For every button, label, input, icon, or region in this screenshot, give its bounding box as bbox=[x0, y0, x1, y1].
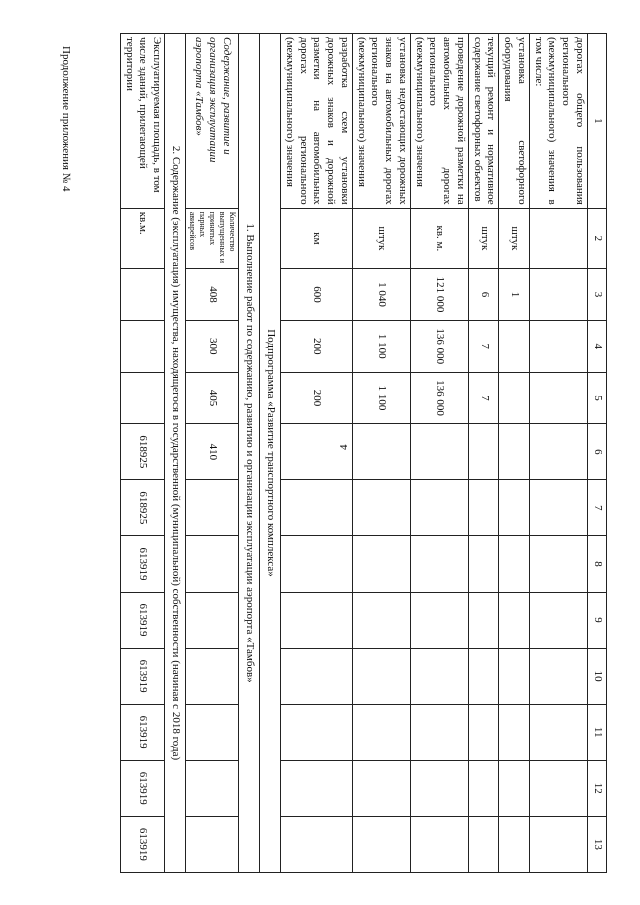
column-number: 4 bbox=[588, 320, 607, 372]
value-cell bbox=[121, 320, 165, 372]
column-number: 1 bbox=[588, 34, 607, 209]
unit-cell: штук bbox=[499, 208, 530, 268]
table-row bbox=[281, 34, 353, 873]
value-cell bbox=[530, 424, 588, 480]
value-cell: 1 bbox=[499, 269, 530, 321]
value-cell: 613919 bbox=[121, 704, 165, 760]
value-cell bbox=[530, 320, 588, 372]
value-cell bbox=[281, 760, 353, 816]
indicator-name: дорогах общего пользования регионального (межмуниципального) значения в том числе: bbox=[530, 34, 588, 209]
value-cell: 405 bbox=[186, 372, 239, 424]
value-cell: 121 000 bbox=[411, 269, 469, 321]
value-cell bbox=[469, 424, 500, 480]
value-cell bbox=[469, 592, 500, 648]
value-cell bbox=[530, 760, 588, 816]
value-cell: 1 040 bbox=[353, 269, 411, 321]
value-cell bbox=[353, 536, 411, 592]
value-cell bbox=[499, 372, 530, 424]
value-cell: 613919 bbox=[121, 536, 165, 592]
value-cell bbox=[499, 648, 530, 704]
value-cell bbox=[469, 648, 500, 704]
table-row bbox=[186, 34, 239, 873]
value-cell bbox=[353, 760, 411, 816]
value-cell bbox=[186, 704, 239, 760]
column-number: 8 bbox=[588, 536, 607, 592]
value-cell bbox=[469, 536, 500, 592]
section-title: 2. Содержание (эксплуатация) имущества, находящегося в государственной (муниципальной) собственности (начиная с 2018 года) bbox=[165, 34, 186, 873]
indicator-name: Эксплуатируемая площадь, в том числе зданий, прилегающей территории bbox=[121, 34, 165, 209]
value-cell bbox=[281, 536, 353, 592]
value-cell bbox=[281, 704, 353, 760]
section-row bbox=[239, 34, 260, 873]
table-row bbox=[121, 34, 165, 873]
value-cell bbox=[281, 592, 353, 648]
value-cell bbox=[411, 648, 469, 704]
column-number: 10 bbox=[588, 648, 607, 704]
section-row bbox=[165, 34, 186, 873]
value-cell: 410 bbox=[186, 424, 239, 480]
value-cell bbox=[411, 424, 469, 480]
value-cell bbox=[530, 480, 588, 536]
unit-cell bbox=[530, 208, 588, 268]
value-cell bbox=[411, 536, 469, 592]
value-cell bbox=[353, 480, 411, 536]
value-cell bbox=[530, 592, 588, 648]
value-cell bbox=[281, 816, 353, 872]
value-cell bbox=[411, 480, 469, 536]
value-cell: 618925 bbox=[121, 424, 165, 480]
value-cell bbox=[353, 648, 411, 704]
value-cell: 600 bbox=[281, 269, 353, 321]
value-cell: 613919 bbox=[121, 592, 165, 648]
unit-cell: кв. м. bbox=[411, 208, 469, 268]
value-cell bbox=[499, 816, 530, 872]
value-cell: 200 bbox=[281, 372, 353, 424]
value-cell bbox=[469, 816, 500, 872]
annex-table bbox=[120, 33, 607, 873]
value-cell: 7 bbox=[469, 372, 500, 424]
value-cell bbox=[121, 269, 165, 321]
column-number-row bbox=[588, 34, 607, 873]
value-cell: 1 100 bbox=[353, 372, 411, 424]
value-cell bbox=[530, 648, 588, 704]
value-cell bbox=[281, 480, 353, 536]
indicator-name: установка светофорного оборудования bbox=[499, 34, 530, 209]
value-cell bbox=[186, 480, 239, 536]
value-cell bbox=[411, 816, 469, 872]
value-cell bbox=[499, 536, 530, 592]
table-row bbox=[353, 34, 411, 873]
value-cell bbox=[469, 760, 500, 816]
column-number: 5 bbox=[588, 372, 607, 424]
column-number: 13 bbox=[588, 816, 607, 872]
subprogram-row bbox=[260, 34, 281, 873]
unit-cell: км bbox=[281, 208, 353, 268]
value-cell bbox=[499, 320, 530, 372]
value-cell bbox=[530, 269, 588, 321]
value-cell bbox=[186, 592, 239, 648]
unit-cell: штук bbox=[353, 208, 411, 268]
value-cell: 7 bbox=[469, 320, 500, 372]
indicator-name: проведение дорожной разметки на автомобильных дорогах регионального (межмуниципального) значения bbox=[411, 34, 469, 209]
column-number: 6 bbox=[588, 424, 607, 480]
rotated-table-container bbox=[67, 33, 607, 873]
indicator-name: текущий ремонт и нормативное содержание светофорных объектов bbox=[469, 34, 500, 209]
value-cell: 1 100 bbox=[353, 320, 411, 372]
value-cell bbox=[530, 372, 588, 424]
value-cell bbox=[186, 760, 239, 816]
column-number: 12 bbox=[588, 760, 607, 816]
value-cell: 408 bbox=[186, 269, 239, 321]
value-cell: 200 bbox=[281, 320, 353, 372]
column-number: 3 bbox=[588, 269, 607, 321]
page-number: 4 bbox=[338, 444, 350, 450]
indicator-name: Содержание, развитие и организация эксплуатации аэропорта «Тамбов» bbox=[186, 34, 239, 209]
value-cell bbox=[499, 592, 530, 648]
value-cell: 6 bbox=[469, 269, 500, 321]
value-cell bbox=[469, 704, 500, 760]
value-cell bbox=[186, 816, 239, 872]
value-cell bbox=[499, 760, 530, 816]
section-title: 1. Выполнение работ по содержанию, развитию и организации эксплуатации аэропорта «Тамбов» bbox=[239, 34, 260, 873]
column-number: 2 bbox=[588, 208, 607, 268]
value-cell: 300 bbox=[186, 320, 239, 372]
value-cell: 618925 bbox=[121, 480, 165, 536]
subprogram-title: Подпрограмма «Развитие транспортного комплекса» bbox=[260, 34, 281, 873]
value-cell: 136 000 bbox=[411, 372, 469, 424]
value-cell: 613919 bbox=[121, 816, 165, 872]
value-cell bbox=[411, 592, 469, 648]
value-cell bbox=[353, 592, 411, 648]
value-cell bbox=[281, 648, 353, 704]
value-cell bbox=[186, 536, 239, 592]
value-cell bbox=[530, 536, 588, 592]
table-row bbox=[469, 34, 500, 873]
value-cell: 613919 bbox=[121, 648, 165, 704]
indicator-name: установка недостающих дорожных знаков на автомобильных дорогах регионального (межмуниципального) значения bbox=[353, 34, 411, 209]
value-cell bbox=[469, 480, 500, 536]
value-cell bbox=[353, 424, 411, 480]
column-number: 7 bbox=[588, 480, 607, 536]
column-number: 11 bbox=[588, 704, 607, 760]
value-cell: 136 000 bbox=[411, 320, 469, 372]
indicator-name: разработка схем установки дорожных знаков и дорожной разметки на автомобильных дорогах регионального (межмуниципального) значения bbox=[281, 34, 353, 209]
table-row bbox=[530, 34, 588, 873]
value-cell bbox=[121, 372, 165, 424]
value-cell: 613919 bbox=[121, 760, 165, 816]
table-body bbox=[121, 34, 607, 873]
value-cell bbox=[281, 424, 353, 480]
value-cell bbox=[353, 816, 411, 872]
value-cell bbox=[499, 704, 530, 760]
value-cell bbox=[353, 704, 411, 760]
value-cell bbox=[411, 704, 469, 760]
unit-cell: Количество выпущенных и принятых парных авиарейсов bbox=[186, 208, 239, 268]
continuation-label: Продолжение приложения № 4 bbox=[60, 46, 72, 192]
value-cell bbox=[499, 480, 530, 536]
value-cell bbox=[186, 648, 239, 704]
table-row bbox=[411, 34, 469, 873]
unit-cell: штук bbox=[469, 208, 500, 268]
value-cell bbox=[530, 816, 588, 872]
value-cell bbox=[411, 760, 469, 816]
unit-cell: кв.м. bbox=[121, 208, 165, 268]
column-number: 9 bbox=[588, 592, 607, 648]
value-cell bbox=[499, 424, 530, 480]
value-cell bbox=[530, 704, 588, 760]
table-row bbox=[499, 34, 530, 873]
